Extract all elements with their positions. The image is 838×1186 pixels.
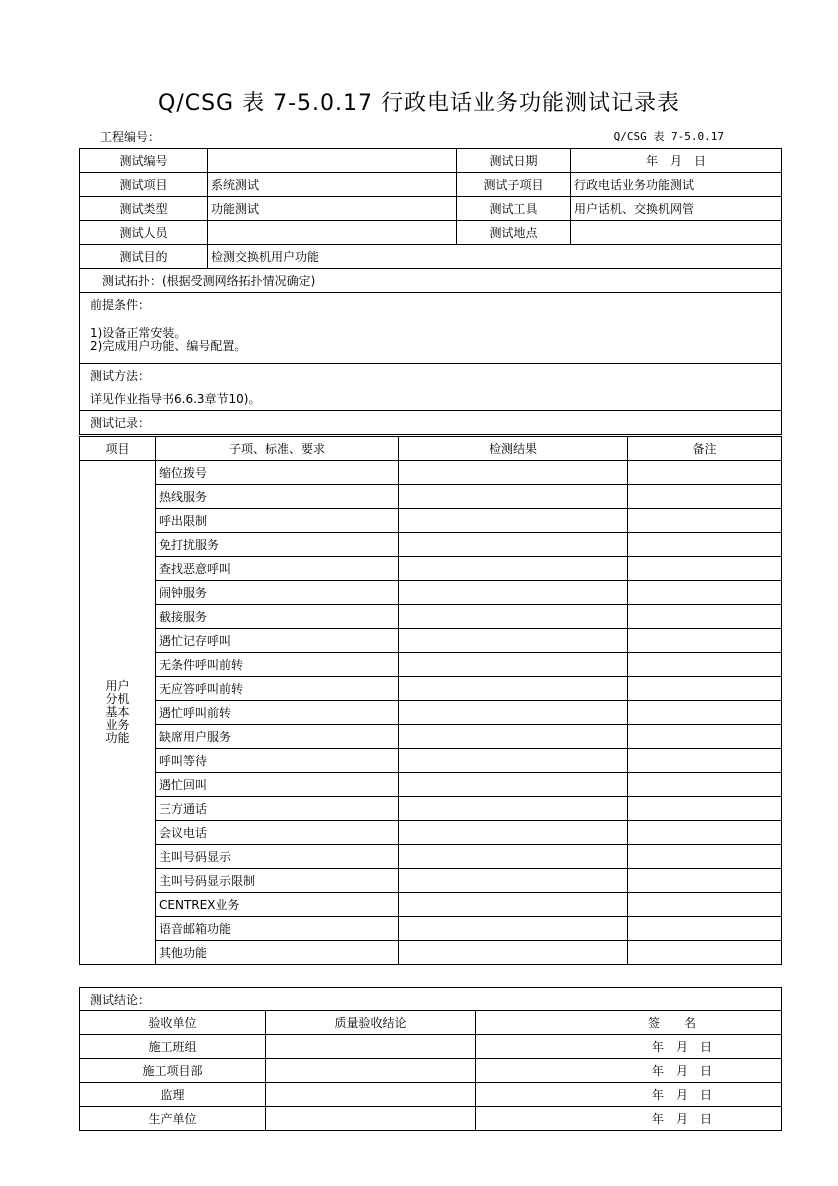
conclusion-label: 测试结论：: [80, 988, 782, 1011]
sign-date-cell[interactable]: 年 月 日: [476, 1035, 782, 1059]
record-note-cell[interactable]: [628, 917, 782, 941]
test-item-field[interactable]: 系统测试: [208, 173, 457, 197]
sign-row: [80, 1035, 782, 1059]
record-item-name: 呼叫等待: [156, 749, 399, 773]
table-row: [80, 557, 782, 581]
record-note-cell[interactable]: [628, 509, 782, 533]
record-note-cell[interactable]: [628, 653, 782, 677]
record-note-cell[interactable]: [628, 893, 782, 917]
topology-row: 测试拓扑：(根据受测网络拓扑情况确定): [80, 269, 782, 293]
record-item-name: CENTREX业务: [156, 893, 399, 917]
sign-conclusion-cell[interactable]: [266, 1107, 476, 1131]
record-result-cell[interactable]: [399, 773, 628, 797]
test-no-field[interactable]: [208, 149, 457, 173]
header-note: 备注: [628, 437, 782, 461]
record-note-cell[interactable]: [628, 605, 782, 629]
sign-unit: 施工项目部: [80, 1059, 266, 1083]
test-site-label: 测试地点: [457, 221, 571, 245]
record-note-cell[interactable]: [628, 797, 782, 821]
group-label: [80, 461, 156, 965]
sign-row: [80, 1083, 782, 1107]
table-row: [80, 533, 782, 557]
test-purpose-label: 测试目的: [80, 245, 208, 269]
info-table: [79, 148, 782, 435]
table-row: [80, 773, 782, 797]
record-note-cell[interactable]: [628, 557, 782, 581]
table-row: [80, 677, 782, 701]
tester-label: 测试人员: [80, 221, 208, 245]
record-result-cell[interactable]: [399, 821, 628, 845]
preconditions-block: [80, 293, 782, 364]
record-note-cell[interactable]: [628, 773, 782, 797]
test-tool-label: 测试工具: [457, 197, 571, 221]
table-row: [80, 581, 782, 605]
record-result-cell[interactable]: [399, 533, 628, 557]
record-result-cell[interactable]: [399, 725, 628, 749]
doc-code: Q/CSG 表 7-5.0.17: [613, 130, 724, 143]
precondition-1: 1)设备正常安装。: [90, 326, 187, 340]
test-date-label: 测试日期: [457, 149, 571, 173]
method-text: 详见作业指导书6.6.3章节10)。: [90, 392, 261, 406]
record-result-cell[interactable]: [399, 509, 628, 533]
record-note-cell[interactable]: [628, 461, 782, 485]
record-result-cell[interactable]: [399, 917, 628, 941]
group-label-line: 基本: [105, 705, 130, 719]
record-result-cell[interactable]: [399, 845, 628, 869]
table-row: [80, 629, 782, 653]
record-result-cell[interactable]: [399, 941, 628, 965]
record-item-name: 其他功能: [156, 941, 399, 965]
record-result-cell[interactable]: [399, 485, 628, 509]
header-result: 检测结果: [399, 437, 628, 461]
table-row: [80, 485, 782, 509]
record-note-cell[interactable]: [628, 629, 782, 653]
record-item-name: 缩位拨号: [156, 461, 399, 485]
record-item-name: 主叫号码显示限制: [156, 869, 399, 893]
record-item-name: 无应答呼叫前转: [156, 677, 399, 701]
sign-unit: 监理: [80, 1083, 266, 1107]
record-item-name: 三方通话: [156, 797, 399, 821]
table-row: [80, 797, 782, 821]
table-row: [80, 845, 782, 869]
table-row: [80, 917, 782, 941]
test-purpose-field[interactable]: 检测交换机用户功能: [208, 245, 782, 269]
record-note-cell[interactable]: [628, 941, 782, 965]
precondition-2: 2)完成用户功能、编号配置。: [90, 339, 247, 353]
table-row: [80, 725, 782, 749]
test-date-field[interactable]: 年 月 日: [571, 149, 782, 173]
record-result-cell[interactable]: [399, 749, 628, 773]
record-item-name: 缺席用户服务: [156, 725, 399, 749]
record-item-name: 免打扰服务: [156, 533, 399, 557]
test-subitem-label: 测试子项目: [457, 173, 571, 197]
test-type-field[interactable]: 功能测试: [208, 197, 457, 221]
table-row: [80, 869, 782, 893]
record-item-name: 无条件呼叫前转: [156, 653, 399, 677]
test-item-label: 测试项目: [80, 173, 208, 197]
table-row: [80, 821, 782, 845]
record-result-cell[interactable]: [399, 605, 628, 629]
sign-conclusion-cell[interactable]: [266, 1059, 476, 1083]
group-label-line: 功能: [105, 731, 130, 745]
group-label-line: 用户: [105, 679, 130, 693]
record-result-cell[interactable]: [399, 461, 628, 485]
record-note-cell[interactable]: [628, 845, 782, 869]
record-table: [79, 436, 782, 965]
project-no-label: 工程编号：: [100, 130, 161, 144]
record-item-name: 语音邮箱功能: [156, 917, 399, 941]
sign-header-sign: 签 名: [476, 1011, 782, 1035]
group-label-line: 分机: [105, 692, 130, 706]
record-note-cell[interactable]: [628, 869, 782, 893]
test-tool-field[interactable]: 用户话机、交换机网管: [571, 197, 782, 221]
preconditions-label: 前提条件：: [90, 298, 151, 312]
sign-row: [80, 1107, 782, 1131]
sign-date-cell[interactable]: 年 月 日: [476, 1107, 782, 1131]
record-item-name: 遇忙回叫: [156, 773, 399, 797]
table-row: [80, 893, 782, 917]
record-note-cell[interactable]: [628, 485, 782, 509]
record-result-cell[interactable]: [399, 629, 628, 653]
record-note-cell[interactable]: [628, 581, 782, 605]
test-no-label: 测试编号: [80, 149, 208, 173]
test-subitem-field[interactable]: 行政电话业务功能测试: [571, 173, 782, 197]
table-row: [80, 461, 782, 485]
table-row: [80, 701, 782, 725]
table-row: [80, 941, 782, 965]
sign-date-cell[interactable]: 年 月 日: [476, 1083, 782, 1107]
record-result-cell[interactable]: [399, 581, 628, 605]
record-note-cell[interactable]: [628, 677, 782, 701]
record-note-cell[interactable]: [628, 749, 782, 773]
record-item-name: 主叫号码显示: [156, 845, 399, 869]
record-item-name: 呼出限制: [156, 509, 399, 533]
record-note-cell[interactable]: [628, 725, 782, 749]
header-sub: 子项、标准、要求: [156, 437, 399, 461]
method-block: [80, 364, 782, 411]
table-row: [80, 509, 782, 533]
record-result-cell[interactable]: [399, 677, 628, 701]
table-row: [80, 653, 782, 677]
sign-unit: 生产单位: [80, 1107, 266, 1131]
sign-header-conclusion: 质量验收结论: [266, 1011, 476, 1035]
record-result-cell[interactable]: [399, 701, 628, 725]
test-site-field[interactable]: [571, 221, 782, 245]
page-title: Q/CSG 表 7-5.0.17 行政电话业务功能测试记录表: [158, 91, 680, 116]
record-label: 测试记录：: [80, 411, 782, 435]
sign-row: [80, 1059, 782, 1083]
record-note-cell[interactable]: [628, 701, 782, 725]
sign-table: [79, 987, 782, 1131]
method-label: 测试方法：: [90, 369, 151, 383]
sign-date-cell[interactable]: 年 月 日: [476, 1059, 782, 1083]
test-type-label: 测试类型: [80, 197, 208, 221]
record-item-name: 截接服务: [156, 605, 399, 629]
record-result-cell[interactable]: [399, 869, 628, 893]
record-note-cell[interactable]: [628, 821, 782, 845]
record-result-cell[interactable]: [399, 893, 628, 917]
sign-conclusion-cell[interactable]: [266, 1035, 476, 1059]
record-item-name: 热线服务: [156, 485, 399, 509]
sign-unit: 施工班组: [80, 1035, 266, 1059]
record-note-cell[interactable]: [628, 533, 782, 557]
record-result-cell[interactable]: [399, 557, 628, 581]
record-result-cell[interactable]: [399, 797, 628, 821]
record-item-name: 闹钟服务: [156, 581, 399, 605]
sign-conclusion-cell[interactable]: [266, 1083, 476, 1107]
record-item-name: 会议电话: [156, 821, 399, 845]
record-item-name: 遇忙呼叫前转: [156, 701, 399, 725]
record-item-name: 遇忙记存呼叫: [156, 629, 399, 653]
record-result-cell[interactable]: [399, 653, 628, 677]
table-row: [80, 605, 782, 629]
header-item: 项目: [80, 437, 156, 461]
group-label-line: 业务: [105, 718, 130, 732]
table-row: [80, 749, 782, 773]
tester-field[interactable]: [208, 221, 457, 245]
sign-header-unit: 验收单位: [80, 1011, 266, 1035]
record-item-name: 查找恶意呼叫: [156, 557, 399, 581]
